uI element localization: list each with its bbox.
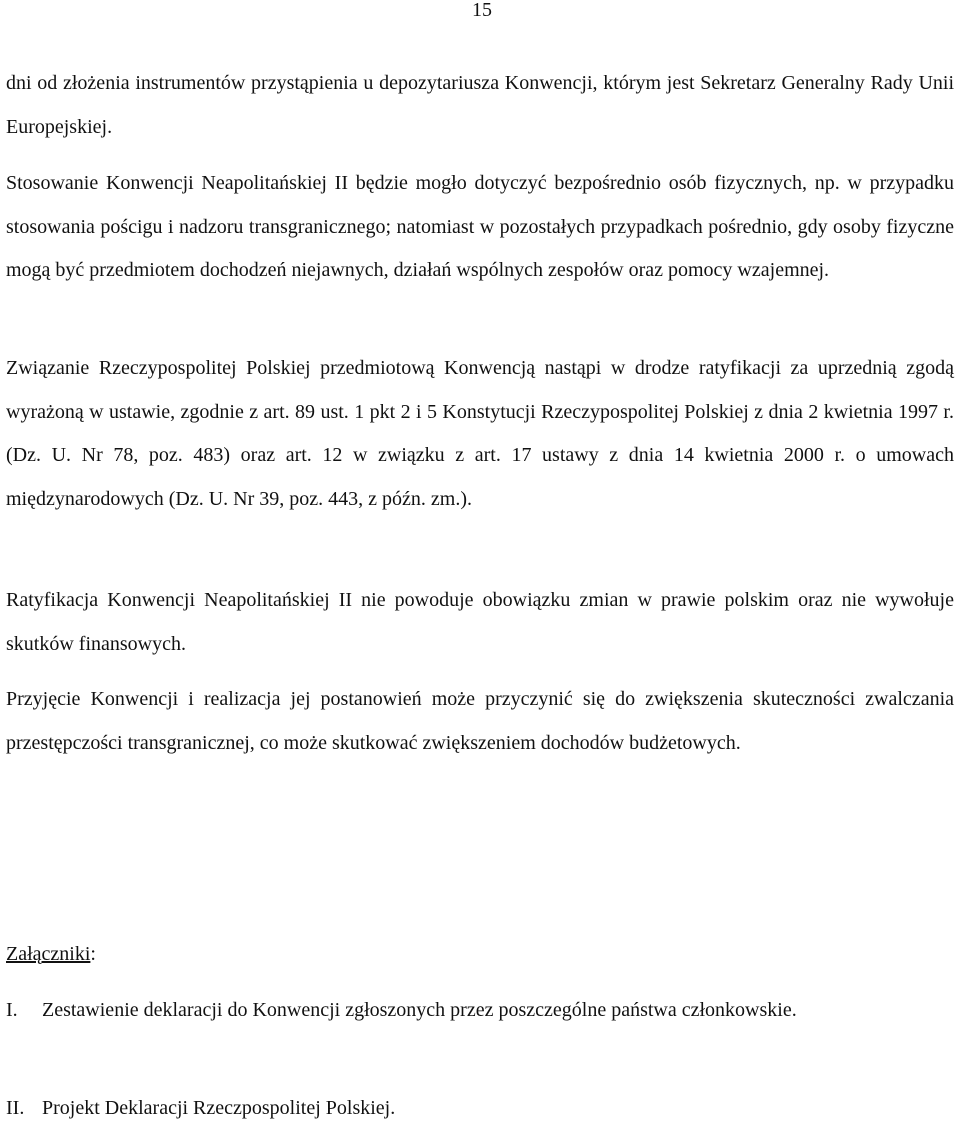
attachment-number: I. [6, 999, 18, 1021]
paragraph-continuation: dni od złożenia instrumentów przystąpienia u depozytariusza Konwencji, którym jest Sekretarz Generalny Rady Unii Europejskiej. [6, 72, 954, 138]
paragraph-budget-effects: Przyjęcie Konwencji i realizacja jej postanowień może przyczynić się do zwiększenia skuteczności zwalczania przestępczości transgranicznej, co może skutkować zwiększeniem dochodów budżetowych. [6, 688, 954, 754]
attachment-item [6, 989, 954, 1033]
page-number: 15 [472, 0, 492, 21]
attachment-text: Zestawienie deklaracji do Konwencji zgłoszonych przez poszczególne państwa członkowskie. [42, 999, 797, 1021]
attachment-text: Projekt Deklaracji Rzeczpospolitej Polskiej. [42, 1097, 396, 1119]
paragraph-no-legal-changes: Ratyfikacja Konwencji Neapolitańskiej II nie powoduje obowiązku zmian w prawie polskim oraz nie wywołuje skutków finansowych. [6, 589, 954, 655]
paragraph-ratification-basis: Związanie Rzeczypospolitej Polskiej przedmiotową Konwencją nastąpi w drodze ratyfikacji za uprzednią zgodą wyrażoną w ustawie, zgodnie z art. 89 ust. 1 pkt 2 i 5 Konstytucji Rzeczypospolitej Polskiej z dnia 2 kwietnia 1997 r. (Dz. U. Nr 78, poz. 483) oraz art. 12 w związku z art. 17 ustawy z dnia 14 kwietnia 2000 r. o umowach międzynarodowych (Dz. U. Nr 39, poz. 443, z późn. zm.). [6, 357, 954, 510]
attachments-heading-label: Załączniki [6, 943, 91, 965]
paragraph-natural-persons: Stosowanie Konwencji Neapolitańskiej II będzie mogło dotyczyć bezpośrednio osób fizycznych, np. w przypadku stosowania pościgu i nadzoru transgranicznego; natomiast w pozostałych przypadkach pośrednio, gdy osoby fizyczne mogą być przedmiotem dochodzeń niejawnych, działań wspólnych zespołów oraz pomocy wzajemnej. [6, 172, 954, 281]
attachments-heading-colon: : [90, 943, 96, 965]
attachment-number: II. [6, 1097, 25, 1119]
attachment-item [6, 1087, 954, 1131]
attachments-heading [6, 933, 96, 976]
